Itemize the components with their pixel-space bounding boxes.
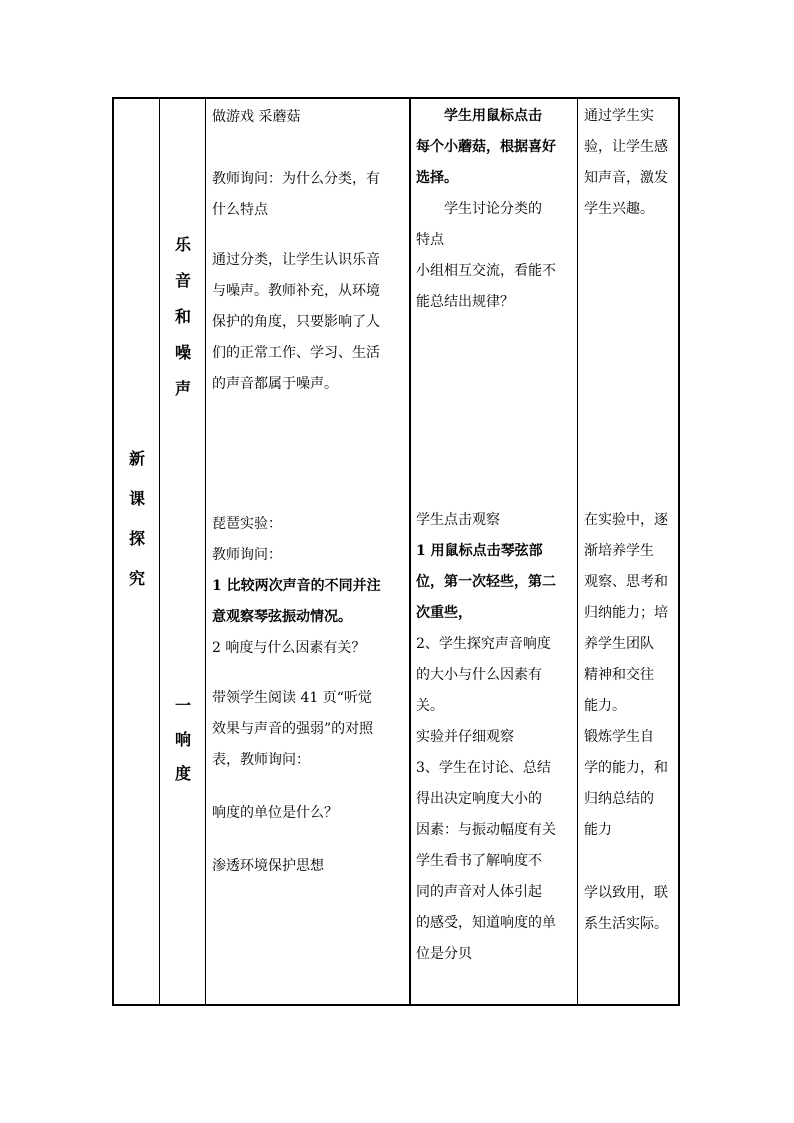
text-line: 的大小与什么因素有: [416, 667, 542, 683]
text-line: 位是分贝: [416, 946, 472, 962]
text-line: 表，教师询问：: [212, 752, 310, 768]
text-line: 学生讨论分类的: [444, 201, 542, 217]
text-line: 同的声音对人体引起: [416, 884, 542, 900]
text-line: 渐培养学生: [584, 543, 654, 559]
text-line: 做游戏 采蘑菇: [212, 109, 301, 125]
text-line: 能力。: [584, 698, 626, 714]
design-intent-cell: [584, 505, 680, 940]
text-line: 学生兴趣。: [584, 201, 654, 217]
column-divider: [205, 99, 206, 1004]
text-line: 学以致用，联: [584, 885, 668, 901]
text-line: 通过学生实: [584, 108, 654, 124]
section-char: 究: [128, 569, 145, 588]
text-line: 1 比较两次声音的不同并注: [212, 578, 381, 594]
text-line: 学的能力，和: [584, 760, 668, 776]
text-line: 锻炼学生自: [584, 729, 654, 745]
topic-label-music-noise: [168, 227, 198, 407]
topic-label-loudness: [168, 689, 198, 791]
text-line: 带领学生阅读 41 页“听觉: [212, 690, 372, 706]
text-line: 2 响度与什么因素有关？: [212, 640, 366, 656]
column-divider: [159, 99, 160, 1004]
text-line: 次重些，: [416, 605, 472, 621]
topic-char: 度: [174, 764, 191, 783]
text-line: 知声音，激发: [584, 170, 668, 186]
text-line: 什么特点: [212, 202, 268, 218]
section-char: 新: [128, 449, 145, 468]
section-char: 课: [128, 489, 145, 508]
text-line: 小组相互交流，看能不: [416, 263, 556, 279]
text-line: 教师询问：: [212, 547, 282, 563]
text-line: 养学生团队: [584, 636, 654, 652]
text-line: 学生点击观察: [416, 512, 500, 528]
text-line: 渗透环境保护思想: [212, 858, 324, 874]
topic-char: 音: [174, 271, 191, 290]
text-line: 验，让学生感: [584, 139, 668, 155]
text-line: 归纳总结的: [584, 791, 654, 807]
text-line: 能总结出规律？: [416, 294, 514, 310]
topic-char: 和: [174, 307, 191, 326]
text-line: 观察、思考和: [584, 574, 668, 590]
text-line: 的感受，知道响度的单: [416, 915, 556, 931]
text-line: 归纳能力；培: [584, 605, 668, 621]
text-line: 1 用鼠标点击琴弦部: [416, 543, 543, 559]
text-line: 能力: [584, 822, 612, 838]
text-line: 响度的单位是什么？: [212, 805, 338, 821]
text-line: 学生用鼠标点击: [444, 108, 542, 124]
text-line: 得出决定响度大小的: [416, 791, 542, 807]
student-activity-cell: [416, 505, 576, 970]
text-line: 意观察琴弦振动情况。: [212, 609, 352, 625]
text-line: 3、学生在讨论、总结: [416, 760, 551, 776]
text-line: 学生看书了解响度不: [416, 853, 542, 869]
lesson-table: [112, 97, 680, 1006]
column-divider: [577, 99, 578, 1004]
section-label: [122, 439, 152, 599]
topic-char: 乐: [174, 235, 191, 254]
topic-char: 噪: [174, 343, 191, 362]
text-line: 实验并仔细观察: [416, 729, 514, 745]
text-line: 选择。: [416, 170, 458, 186]
text-line: 与噪声。教师补充，从环境: [212, 283, 380, 299]
text-line: 系生活实际。: [584, 916, 668, 932]
topic-char: 一: [174, 696, 191, 715]
text-line: 2、学生探究声音响度: [416, 636, 551, 652]
section-char: 探: [128, 529, 145, 548]
text-line: 通过分类，让学生认识乐音: [212, 252, 380, 268]
text-line: 每个小蘑菇，根据喜好: [416, 139, 556, 155]
topic-char: 声: [174, 379, 191, 398]
text-line: 在实验中，逐: [584, 512, 668, 528]
text-line: 特点: [416, 232, 444, 248]
text-line: 保护的角度，只要影响了人: [212, 314, 380, 330]
text-line: 精神和交往: [584, 667, 654, 683]
text-line: 教师询问：为什么分类，有: [212, 171, 380, 187]
topic-char: 响: [174, 730, 191, 749]
student-activity-cell: [416, 101, 576, 318]
text-line: 琵琶实验：: [212, 516, 282, 532]
text-line: 位，第一次轻些，第二: [416, 574, 556, 590]
text-line: 的声音都属于噪声。: [212, 376, 338, 392]
teacher-activity-cell: [212, 509, 407, 882]
teacher-activity-cell: [212, 102, 407, 400]
text-line: 因素：与振动幅度有关: [416, 822, 556, 838]
text-line: 关。: [416, 698, 444, 714]
design-intent-cell: [584, 101, 680, 225]
text-line: 们的正常工作、学习、生活: [212, 345, 380, 361]
column-divider: [409, 99, 411, 1004]
text-line: 效果与声音的强弱”的对照: [212, 721, 374, 737]
